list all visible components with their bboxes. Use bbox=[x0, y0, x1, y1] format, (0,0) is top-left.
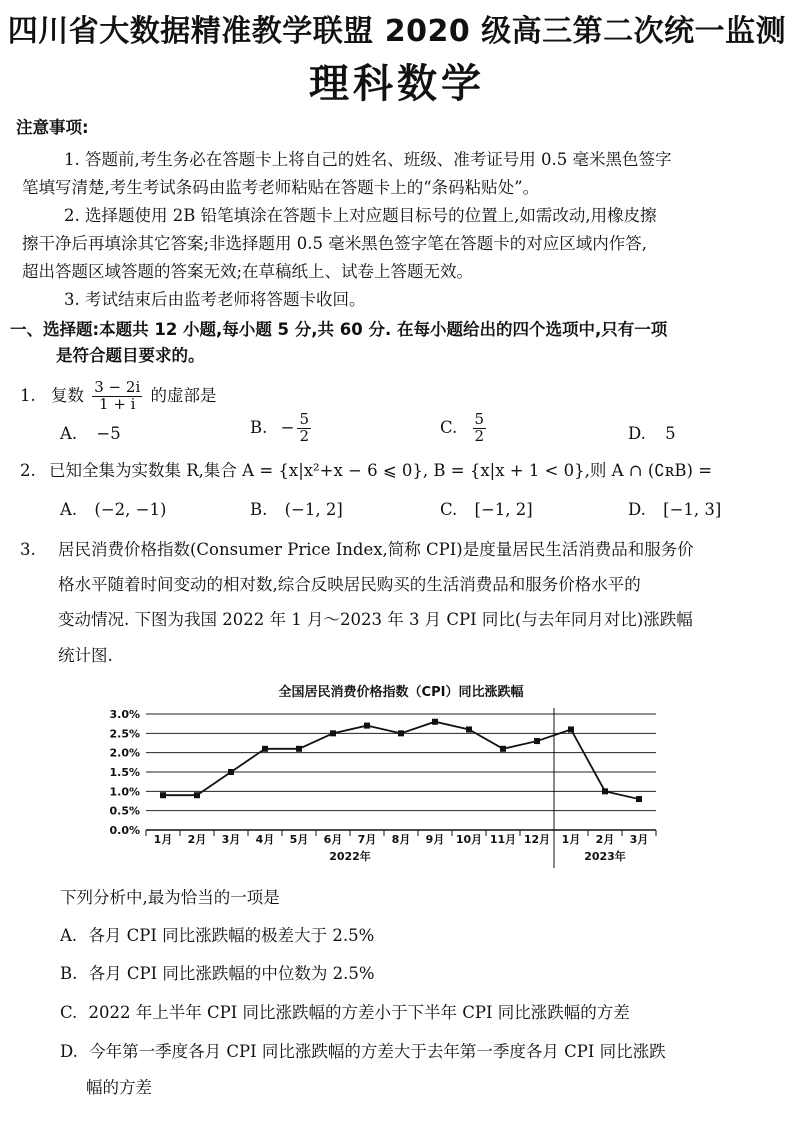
data-point bbox=[500, 746, 506, 752]
y-tick-label: 2.5% bbox=[109, 727, 140, 741]
option-label: B. bbox=[250, 500, 268, 519]
section-heading: 一、选择题:本题共 12 小题,每小题 5 分,共 60 分. 在每小题给出的四个选项中,只有一项 bbox=[10, 320, 668, 339]
q1-option-d bbox=[628, 424, 676, 444]
year-group-label: 2023年 bbox=[584, 850, 626, 863]
option-label: D. bbox=[628, 424, 646, 443]
option-label: A. bbox=[60, 424, 78, 443]
x-tick-label: 1月 bbox=[561, 833, 581, 846]
notice-item-2-cont: 擦干净后再填涂其它答案;非选择题用 0.5 毫米黑色签字笔在答题卡的对应区域内作答, bbox=[22, 234, 648, 253]
notice-item-2: 2. 选择题使用 2B 铅笔填涂在答题卡上对应题目标号的位置上,如需改动,用橡皮擦 bbox=[64, 206, 657, 225]
x-tick-label: 1月 bbox=[153, 833, 173, 846]
option-label: A. bbox=[60, 926, 78, 945]
option-label: A. bbox=[60, 500, 78, 519]
x-tick-label: 8月 bbox=[391, 833, 411, 846]
q3-option-d bbox=[60, 1042, 666, 1062]
q1-option-a bbox=[60, 424, 121, 444]
option-label: C. bbox=[60, 1003, 78, 1022]
data-point bbox=[228, 769, 234, 775]
cpi-line-chart bbox=[88, 676, 658, 872]
q2-option-a bbox=[60, 500, 166, 520]
chart-title: 全国居民消费价格指数（CPI）同比涨跌幅 bbox=[278, 685, 524, 700]
data-point bbox=[466, 726, 472, 732]
y-tick-label: 0.5% bbox=[109, 804, 140, 818]
question-1-suffix: 的虚部是 bbox=[150, 385, 217, 405]
q1-option-b bbox=[250, 412, 314, 445]
option-text: (−1, 2] bbox=[284, 500, 343, 519]
option-text: 5 bbox=[665, 424, 676, 443]
fraction-denominator: 2 bbox=[474, 426, 485, 445]
option-fraction bbox=[473, 412, 487, 445]
x-tick-label: 11月 bbox=[489, 833, 517, 846]
question-number: 2. bbox=[20, 461, 36, 480]
section-heading-cont: 是符合题目要求的。 bbox=[56, 346, 205, 365]
x-tick-label: 9月 bbox=[425, 833, 445, 846]
y-tick-label: 1.5% bbox=[109, 766, 140, 779]
data-point bbox=[364, 723, 370, 729]
x-tick-label: 7月 bbox=[357, 833, 377, 846]
question-1 bbox=[20, 380, 217, 413]
data-point bbox=[262, 746, 268, 752]
x-tick-label: 3月 bbox=[221, 833, 241, 846]
data-point bbox=[194, 792, 200, 798]
data-point bbox=[432, 719, 438, 725]
notice-heading: 注意事项: bbox=[16, 118, 89, 137]
option-label: C. bbox=[440, 500, 458, 519]
q1-option-c bbox=[440, 412, 489, 445]
y-tick-label: 1.0% bbox=[109, 785, 140, 799]
option-label: B. bbox=[60, 964, 78, 983]
data-point bbox=[160, 792, 166, 798]
fraction-numerator: 5 bbox=[474, 410, 485, 428]
q3-option-d-cont: 幅的方差 bbox=[86, 1078, 152, 1097]
exam-title: 四川省大数据精准教学联盟 2020 级高三第二次统一监测 bbox=[7, 14, 787, 49]
notice-item-1-cont: 笔填写清楚,考生考试条码由监考老师粘贴在答题卡上的“条码粘贴处”。 bbox=[22, 178, 540, 197]
data-point bbox=[636, 796, 642, 802]
q3-option-b bbox=[60, 964, 375, 984]
data-point bbox=[602, 788, 608, 794]
q3-option-a bbox=[60, 926, 374, 946]
question-2 bbox=[20, 461, 712, 481]
q2-option-d bbox=[628, 500, 721, 520]
data-point bbox=[296, 746, 302, 752]
q3-option-c bbox=[60, 1003, 630, 1023]
question-1-prefix: 复数 bbox=[51, 385, 84, 405]
option-text: −5 bbox=[96, 424, 121, 443]
x-tick-label: 10月 bbox=[455, 833, 483, 846]
option-text: 今年第一季度各月 CPI 同比涨跌幅的方差大于去年第一季度各月 CPI 同比涨跌 bbox=[89, 1042, 666, 1061]
option-text: 各月 CPI 同比涨跌幅的中位数为 2.5% bbox=[88, 964, 375, 983]
question-3-line-4: 统计图. bbox=[58, 646, 113, 665]
x-tick-label: 5月 bbox=[289, 833, 309, 846]
x-tick-label: 2月 bbox=[595, 833, 615, 846]
data-point bbox=[534, 738, 540, 744]
year-group-label: 2022年 bbox=[329, 850, 371, 863]
x-tick-label: 2月 bbox=[187, 833, 207, 846]
data-point bbox=[330, 730, 336, 736]
option-label: D. bbox=[628, 500, 646, 519]
option-text: (−2, −1) bbox=[94, 500, 167, 519]
question-3-line-3: 变动情况. 下图为我国 2022 年 1 月～2023 年 3 月 CPI 同比(与去年同月对比)涨跌幅 bbox=[58, 610, 693, 629]
fraction-numerator: 5 bbox=[299, 410, 309, 428]
exam-subject: 理科数学 bbox=[309, 61, 485, 107]
fraction-denominator: 2 bbox=[299, 426, 309, 445]
q2-option-b bbox=[250, 500, 343, 520]
question-3-prompt: 下列分析中,最为恰当的一项是 bbox=[60, 888, 280, 907]
option-label: C. bbox=[440, 417, 458, 437]
x-tick-label: 3月 bbox=[629, 833, 649, 846]
x-tick-label: 6月 bbox=[323, 833, 343, 846]
fraction-numerator: 3 − 2i bbox=[94, 378, 141, 396]
option-text: [−1, 2] bbox=[474, 500, 533, 519]
question-1-fraction bbox=[92, 380, 142, 413]
option-text: [−1, 3] bbox=[663, 500, 722, 519]
notice-item-2-cont2: 超出答题区域答题的答案无效;在草稿纸上、试卷上答题无效。 bbox=[22, 262, 474, 281]
option-fraction bbox=[297, 412, 311, 445]
question-3-number: 3. bbox=[20, 540, 36, 559]
notice-item-1: 1. 答题前,考生务必在答题卡上将自己的姓名、班级、准考证号用 0.5 毫米黑色签字 bbox=[64, 150, 672, 169]
data-point bbox=[568, 726, 574, 732]
option-label: D. bbox=[60, 1042, 78, 1061]
data-point bbox=[398, 730, 404, 736]
question-3-line-1: 居民消费价格指数(Consumer Price Index,简称 CPI)是度量居民生活消费品和服务价 bbox=[58, 540, 694, 559]
q2-option-c bbox=[440, 500, 533, 520]
option-text: 2022 年上半年 CPI 同比涨跌幅的方差小于下半年 CPI 同比涨跌幅的方差 bbox=[88, 1003, 630, 1022]
y-tick-label: 0.0% bbox=[109, 824, 140, 837]
option-label: B. bbox=[250, 417, 268, 437]
x-tick-label: 4月 bbox=[255, 833, 275, 846]
question-3-line-2: 格水平随着时间变动的相对数,综合反映居民购买的生活消费品和服务价格水平的 bbox=[58, 575, 641, 594]
question-number: 1. bbox=[20, 385, 36, 405]
notice-item-3: 3. 考试结束后由监考老师将答题卡收回。 bbox=[64, 290, 366, 309]
option-text: 各月 CPI 同比涨跌幅的极差大于 2.5% bbox=[88, 926, 375, 945]
option-sign: − bbox=[280, 417, 295, 437]
fraction-denominator: 1 + i bbox=[99, 394, 136, 413]
question-2-text: 已知全集为实数集 R,集合 A = {x|x²+x − 6 ⩽ 0}, B = {x|x + 1 < 0},则 A ∩ (∁ʀB) = bbox=[49, 461, 713, 480]
x-tick-label: 12月 bbox=[523, 833, 551, 846]
y-tick-label: 2.0% bbox=[109, 746, 140, 760]
y-tick-label: 3.0% bbox=[109, 708, 140, 721]
